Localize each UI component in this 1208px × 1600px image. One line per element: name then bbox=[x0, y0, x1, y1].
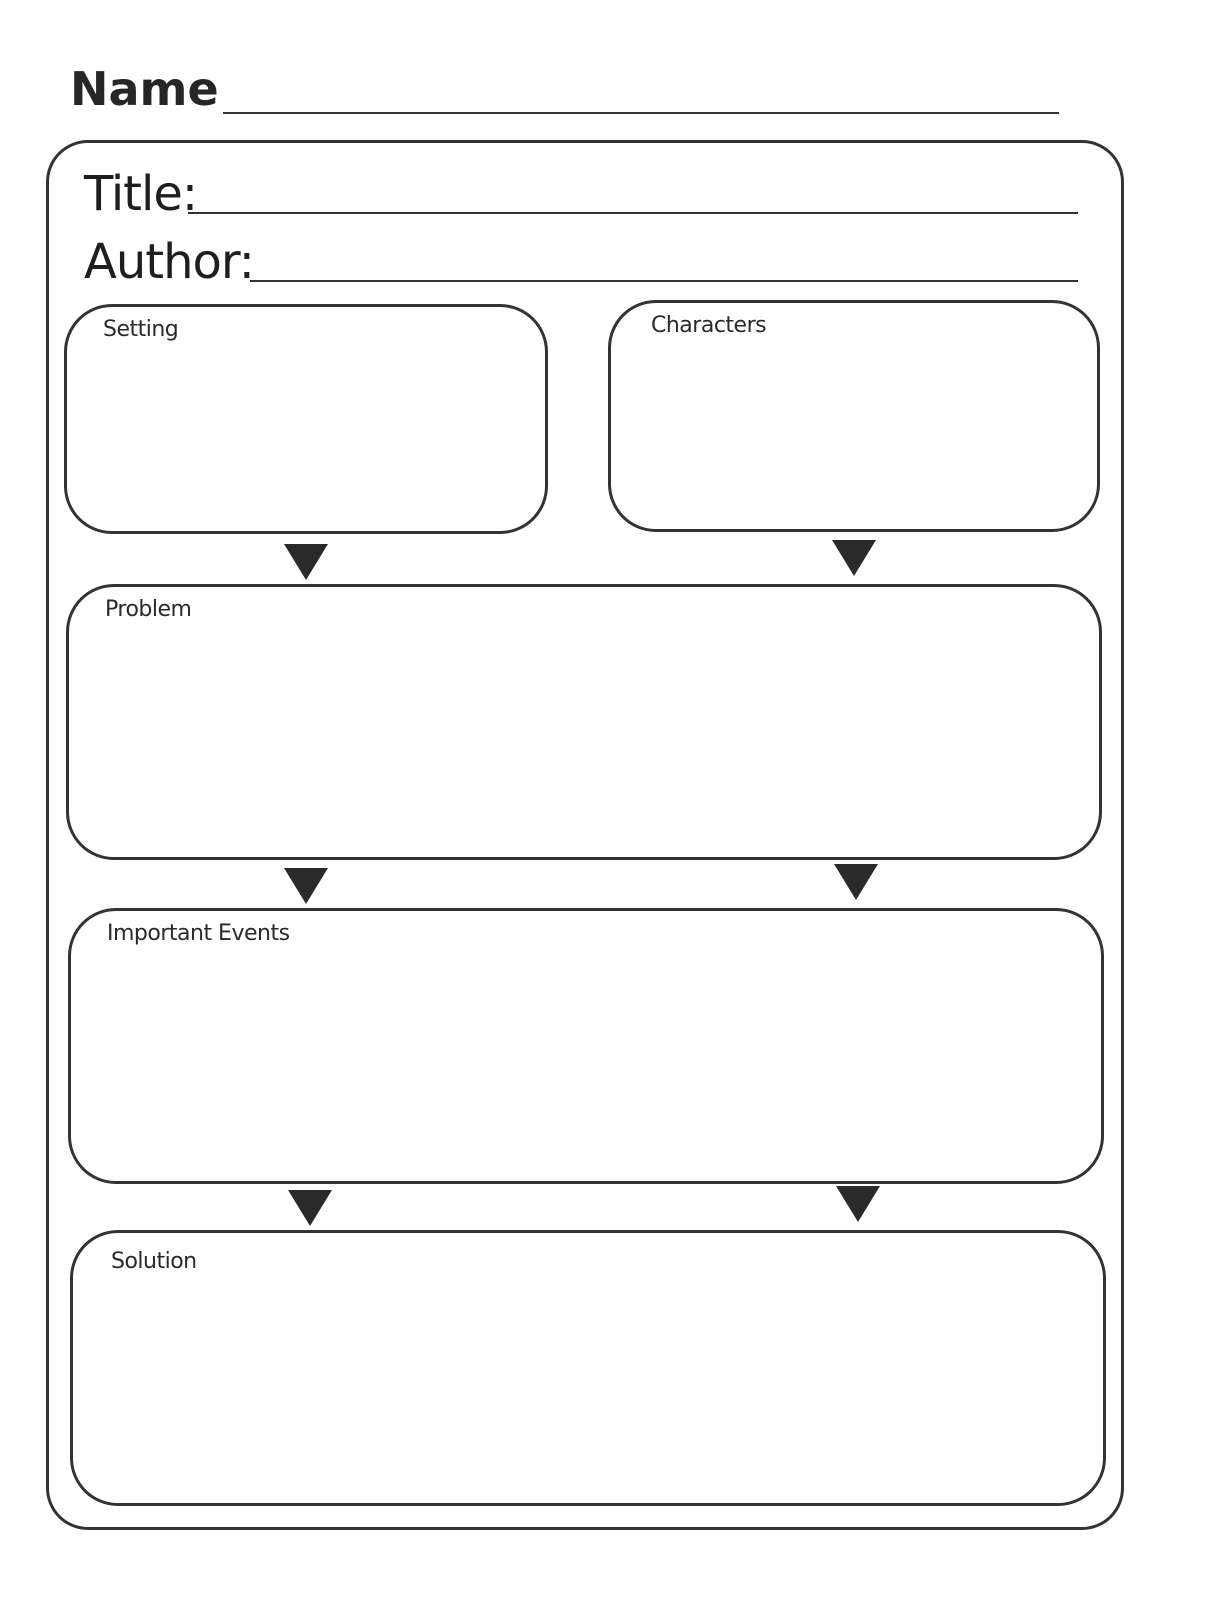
author-label: Author: bbox=[84, 234, 254, 290]
setting-box[interactable] bbox=[64, 304, 548, 534]
name-row bbox=[70, 62, 219, 116]
characters-box[interactable] bbox=[608, 300, 1100, 532]
name-label: Name bbox=[70, 62, 219, 116]
important-events-box[interactable] bbox=[68, 908, 1104, 1184]
problem-box[interactable] bbox=[66, 584, 1102, 860]
author-field[interactable] bbox=[250, 280, 1078, 282]
down-triangle-icon bbox=[288, 1190, 332, 1226]
solution-box[interactable] bbox=[70, 1230, 1106, 1506]
title-field[interactable] bbox=[188, 212, 1078, 214]
down-triangle-icon bbox=[284, 868, 328, 904]
title-label: Title: bbox=[84, 166, 198, 222]
down-triangle-icon bbox=[834, 864, 878, 900]
important-events-label: Important Events bbox=[107, 921, 290, 946]
down-triangle-icon bbox=[284, 544, 328, 580]
characters-label: Characters bbox=[651, 313, 767, 338]
problem-label: Problem bbox=[105, 597, 192, 622]
name-field[interactable] bbox=[223, 112, 1059, 114]
down-triangle-icon bbox=[836, 1186, 880, 1222]
down-triangle-icon bbox=[832, 540, 876, 576]
setting-label: Setting bbox=[103, 317, 179, 342]
solution-label: Solution bbox=[111, 1249, 197, 1274]
